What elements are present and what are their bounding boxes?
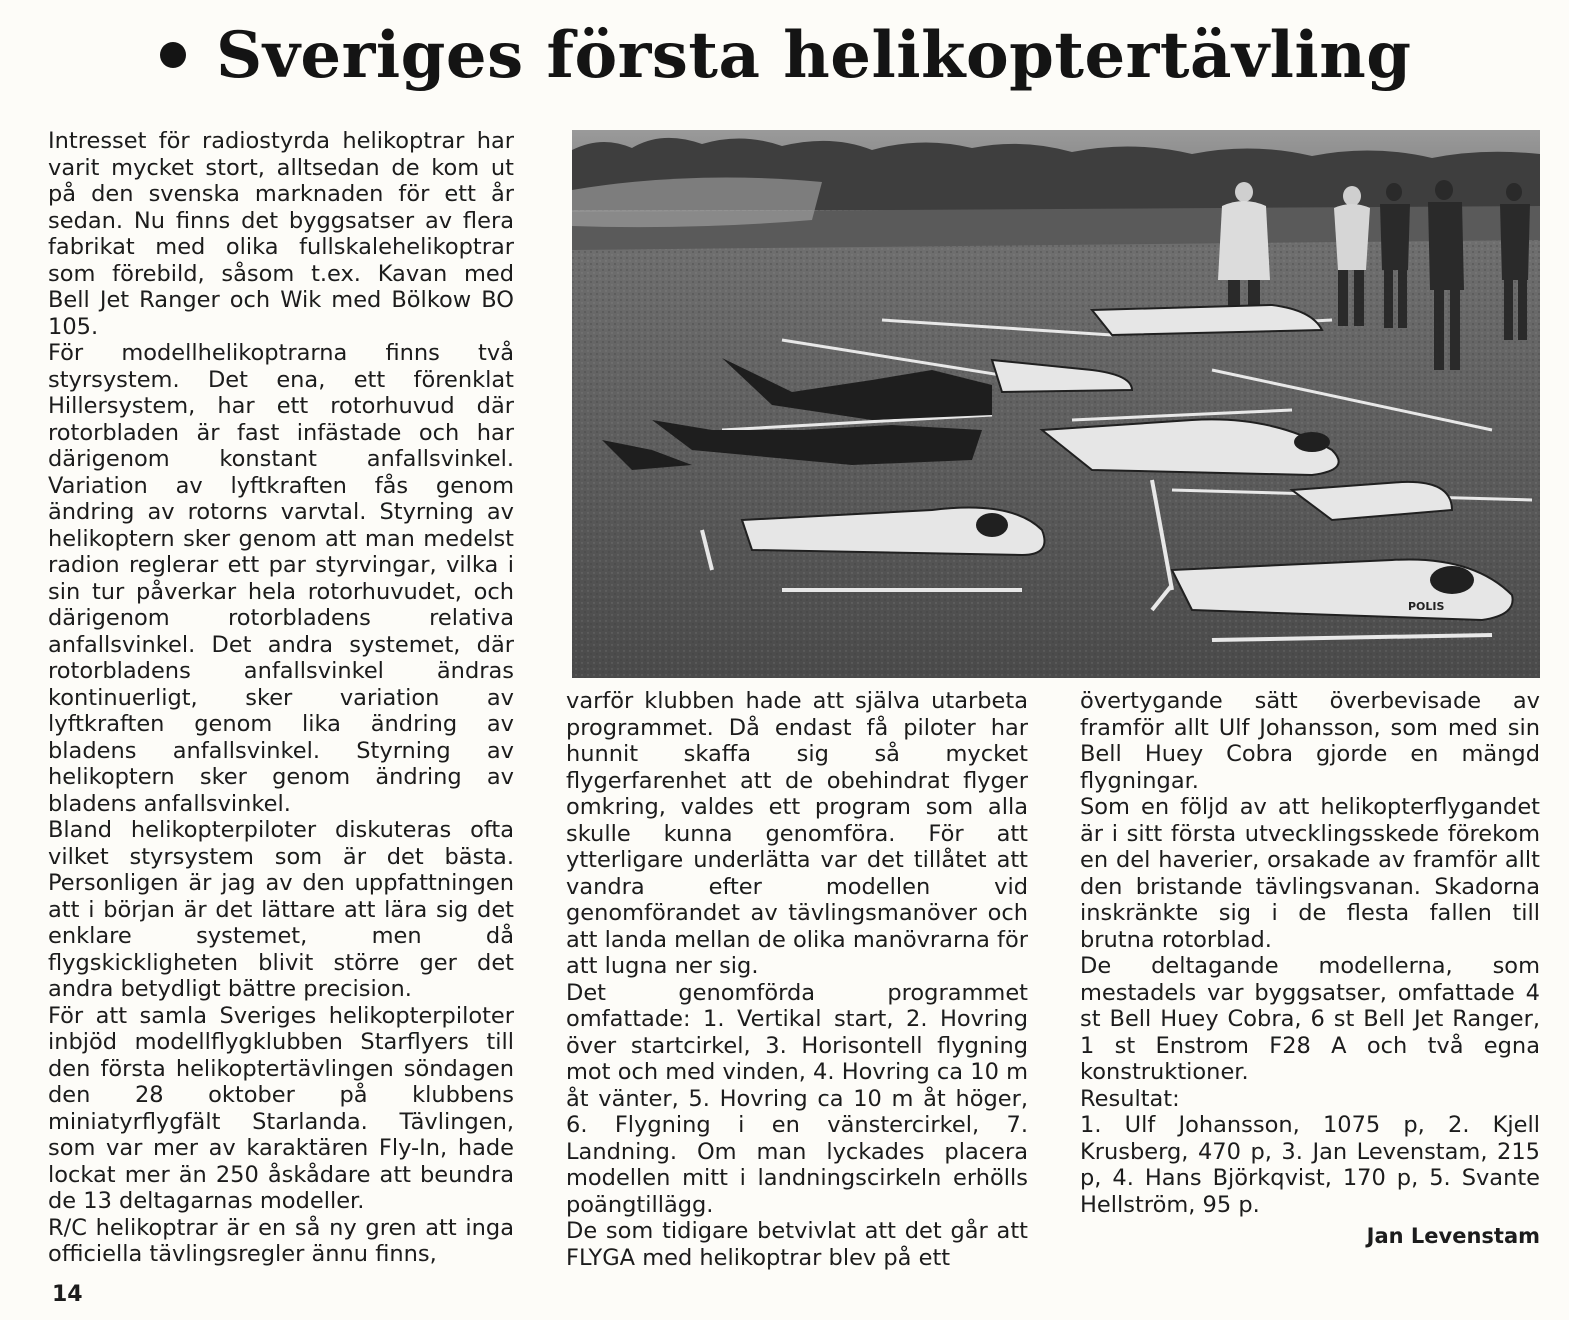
paragraph: För modellhelikoptrarna finns två styrsystem. Det ena, ett förenklat Hillersystem, har ett rotorhuvud där rotorbladen är fast infästade och har därigenom konstant anfallsvinkel. Variation av lyftkraften fås genom ändring av rotorns varvtal. Styrning av helikoptern sker genom att man medelst radion reglerar ett par styrvingar, vilka i sin tur påverkar hela rotorhuvudet, och därigenom rotorbladens relativa anfallsvinkel. Det andra systemet, där rotorbladens anfallsvinkel ändras kontinuerligt, sker variation av lyftkraften genom lika ändring av bladens anfallsvinkel. Styrning av helikoptern sker genom ändring av bladens anfallsvinkel.	[48, 340, 514, 817]
article-column-3	[1080, 688, 1540, 1218]
photo-helicopters-on-field	[572, 130, 1540, 678]
paragraph: R/C helikoptrar är en så ny gren att inga officiella tävlingsregler ännu finns,	[48, 1214, 514, 1267]
article-title	[160, 16, 1440, 96]
photo-lettering: POLIS	[1408, 600, 1445, 613]
page-number: 14	[52, 1282, 83, 1307]
bullet-icon	[160, 42, 186, 68]
paragraph: Intresset för radiostyrda helikoptrar har varit mycket stort, alltsedan de kom ut på den svenska marknaden för ett år sedan. Nu finns det byggsatser av flera fabrikat med olika fullskalehelikoptrar som förebild, såsom t.ex. Kavan med Bell Jet Ranger och Wik med Bölkow BO 105.	[48, 128, 514, 340]
paragraph: De som tidigare betvivlat att det går att FLYGA med helikoptrar blev på ett	[566, 1218, 1028, 1271]
results-label: Resultat:	[1080, 1085, 1180, 1112]
paragraph: varför klubben hade att själva utarbeta programmet. Då endast få piloter har hunnit skaffa sig så mycket flygerfarenhet att de obehindrat flyger omkring, valdes ett program som alla skulle kunna genomföra. För att ytterligare underlätta var det tillåtet att vandra efter modellen vid genomförandet av tävlingsmanöver och att landa mellan de olika manövrarna för att lugna ner sig.	[566, 688, 1028, 979]
paragraph: De deltagande modellerna, som mestadels var byggsatser, omfattade 4 st Bell Huey Cobra, 6 st Bell Jet Ranger, 1 st Enstrom F28 A och två egna konstruktioner.	[1080, 953, 1540, 1085]
paragraph: Som en följd av att helikopterflygandet är i sitt första utvecklingsskede förekom en del haverier, orsakade av framför allt den bristande tävlingsvanan. Skadorna inskränkte sig i de flesta fallen till brutna rotorblad.	[1080, 794, 1540, 953]
article-column-1	[48, 128, 514, 1268]
paragraph: För att samla Sveriges helikopterpiloter inbjöd modellflygklubben Starflyers till den första helikoptertävlingen söndagen den 28 oktober på klubbens miniatyrflygfält Starlanda. Tävlingen, som var mer av karaktären Fly-In, hade lockat mer än 250 åskådare att beundra de 13 deltagarnas modeller.	[48, 1002, 514, 1214]
article-column-2	[566, 688, 1028, 1271]
article-title-text: Sveriges första helikoptertävling	[216, 18, 1412, 93]
helicopter-photo	[572, 130, 1540, 678]
paragraph: övertygande sätt överbevisade av framför allt Ulf Johansson, som med sin Bell Huey Cobra gjorde en mängd flygningar.	[1080, 688, 1540, 794]
author-signature: Jan Levenstam	[1366, 1224, 1540, 1248]
paragraph: Det genomförda programmet omfattade: 1. Vertikal start, 2. Hovring över startcirkel, 3. Horisontell flygning mot och med vinden, 4. Hovring ca 10 m åt vänter, 5. Hovring ca 10 m åt höger, 6. Flygning i en vänstercirkel, 7. Landning. Om man lyckades placera modellen mitt i landningscirkeln erhölls poängtillägg.	[566, 979, 1028, 1218]
paragraph: Bland helikopterpiloter diskuteras ofta vilket styrsystem som är det bästa. Personligen är jag av den uppfattningen att i början är det lättare att lära sig det enklare systemet, men då flygskickligheten blivit större ger det andra betydligt bättre precision.	[48, 817, 514, 1002]
results-text: 1. Ulf Johansson, 1075 p, 2. Kjell Krusberg, 470 p, 3. Jan Levenstam, 215 p, 4. Hans Björkqvist, 170 p, 5. Svante Hellström, 95 p.	[1080, 1112, 1540, 1218]
